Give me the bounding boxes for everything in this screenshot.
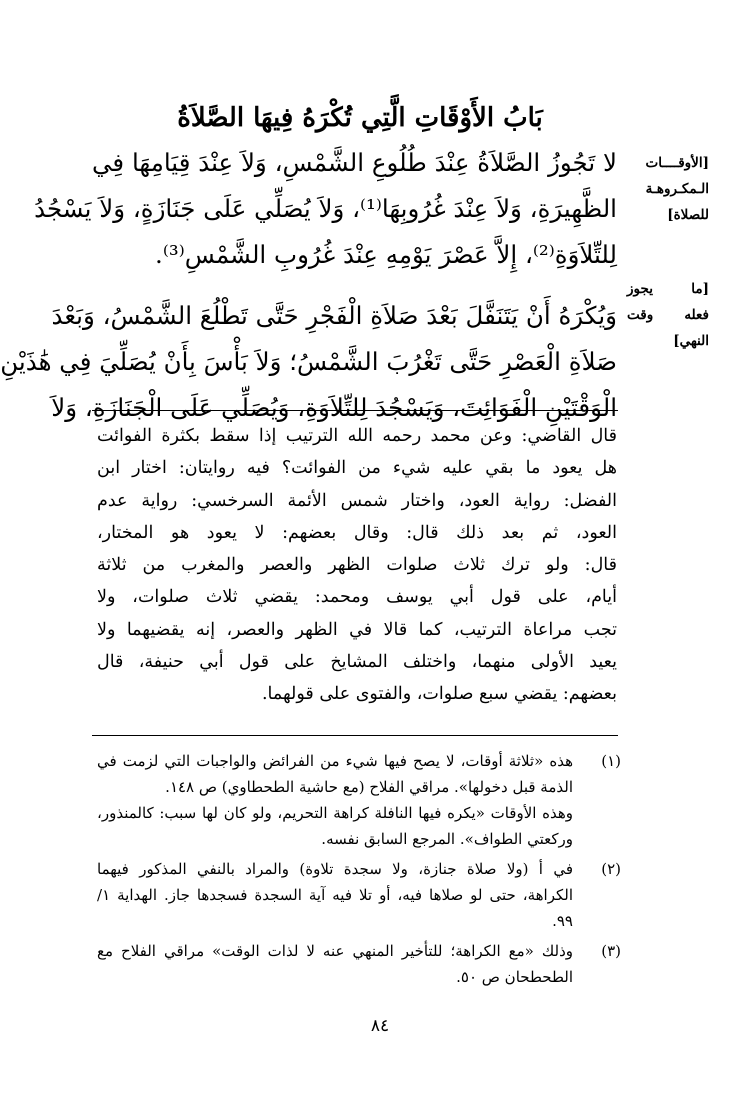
footnotes-divider	[92, 735, 618, 736]
footnote-3	[97, 938, 621, 990]
commentary-line: بعضهم: يقضي سبع صلوات، والفتوى على قولهما.	[261, 684, 617, 705]
footnote-line: هذه «ثلاثة أوقات، لا يصح فيها شيء من الفرائض والواجبات التي لزمت في	[97, 752, 573, 770]
footnote-line: وركعتي الطواف». المرجع السابق نفسه.	[321, 830, 573, 848]
page-number: ٨٤	[370, 1016, 390, 1036]
footnote-line: الكراهة، حتى لو صلاها فيه، أو تلا فيه آية السجدة فسجدها جاز. الهداية ١/	[97, 886, 573, 904]
commentary-line: قال القاضي: وعن محمد رحمه الله الترتيب إذا سقط بكثرة الفوائت	[97, 426, 617, 446]
margin-note-line: الـمكـروهـة	[645, 181, 709, 197]
commentary-line: الفضل: رواية العود، واختار شمس الأئمة السرخسي: رواية عدم	[97, 490, 617, 511]
commentary	[97, 420, 617, 711]
footnote-line: الطحطحان ص ٥٠.	[456, 968, 573, 986]
margin-note-permitted-acts	[627, 276, 709, 354]
commentary-divider	[92, 410, 618, 411]
main-paragraph-1	[34, 140, 617, 278]
main-text-line: صَلاَةِ الْعَصْرِ حَتَّى تَغْرُبَ الشَّمْسُ؛ وَلاَ بَأْسَ بِأَنْ يُصَلِّيَ فِي هَٰذَيْنِ	[0, 347, 617, 376]
main-text-line: الظَّهِيرَةِ، وَلاَ عِنْدَ غُرُوبِهَا⁽¹⁾، وَلاَ يُصَلِّي عَلَى جَنَازَةٍ، وَلاَ يَسْجُدُ	[34, 194, 617, 223]
footnote-line: في أ (ولا صلاة جنازة، ولا سجدة تلاوة) والمراد بالنفي المذكور فيهما	[97, 860, 573, 878]
commentary-line: هل يعود ما بقي عليه شيء من الفوائت؟ فيه روايتان: اختار ابن	[97, 458, 617, 479]
margin-note-line: للصلاة]	[667, 207, 709, 223]
footnote-number: (٢)	[601, 860, 621, 878]
footnote-line: وذلك «مع الكراهة؛ للتأخير المنهي عنه لا لذات الوقت» مراقي الفلاح مع	[97, 942, 573, 960]
footnote-number: (١)	[601, 752, 621, 770]
main-text-line: لا تَجُوزُ الصَّلاَةُ عِنْدَ طُلُوعِ الشَّمْسِ، وَلاَ عِنْدَ قِيَامِهَا فِي	[92, 148, 617, 177]
footnote-line: وهذه الأوقات «يكره فيها النافلة كراهة التحريم، ولو كان لها سبب: كالمنذور،	[97, 804, 573, 822]
main-text-line: لِلتِّلاَوَةِ⁽²⁾، إِلاَّ عَصْرَ يَوْمِهِ عِنْدَ غُرُوبِ الشَّمْسِ⁽³⁾.	[155, 240, 617, 269]
footnote-number: (٣)	[601, 942, 621, 960]
main-text-line: الْوَقْتَيْنِ الْفَوَائِتَ، وَيَسْجُدَ لِلتِّلاَوَةِ، وَيُصَلِّي عَلَى الْجَنَازَةِ، وَلاَ	[51, 393, 617, 422]
footnote-line: ٩٩.	[552, 912, 573, 930]
chapter-heading: بَابُ الأَوْقَاتِ الَّتِي تُكْرَهُ فِيهَا الصَّلاَةُ	[177, 103, 543, 133]
margin-note-line: [ما يجوز	[627, 281, 709, 297]
main-text	[0, 140, 617, 431]
margin-note-line: [الأوقــــات	[645, 155, 709, 171]
commentary-line: تجب مراعاة الترتيب، كما قالا في الظهر والعصر، إنه يقضيهما ولا	[97, 619, 617, 640]
margin-note-disliked-times	[627, 150, 709, 228]
footnote-1	[97, 748, 621, 852]
footnote-line: الذمة قبل دخولها». مراقي الفلاح (مع حاشية الطحطاوي) ص ١٤٨.	[165, 778, 573, 796]
commentary-line: يعيد الأولى منهما، واختلف المشايخ على قول أبي حنيفة، قال	[97, 652, 617, 673]
commentary-line: أيام، على قول أبي يوسف ومحمد: يقضي ثلاث صلوات، ولا	[97, 587, 617, 608]
footnote-2	[97, 856, 621, 934]
commentary-line: قال: ولو ترك ثلاث صلوات الظهر والعصر والمغرب من ثلاثة	[97, 555, 617, 576]
margin-note-line: النهي]	[673, 333, 709, 349]
margin-note-line: فعله وقت	[627, 307, 709, 323]
main-text-line: وَيُكْرَهُ أَنْ يَتَنَفَّلَ بَعْدَ صَلاَةِ الْفَجْرِ حَتَّى تَطْلُعَ الشَّمْسُ، وَبَعْدَ	[51, 301, 617, 330]
footnotes	[97, 748, 621, 990]
commentary-line: العود، ثم بعد ذلك قال: وقال بعضهم: لا يعود هو المختار،	[97, 522, 617, 543]
